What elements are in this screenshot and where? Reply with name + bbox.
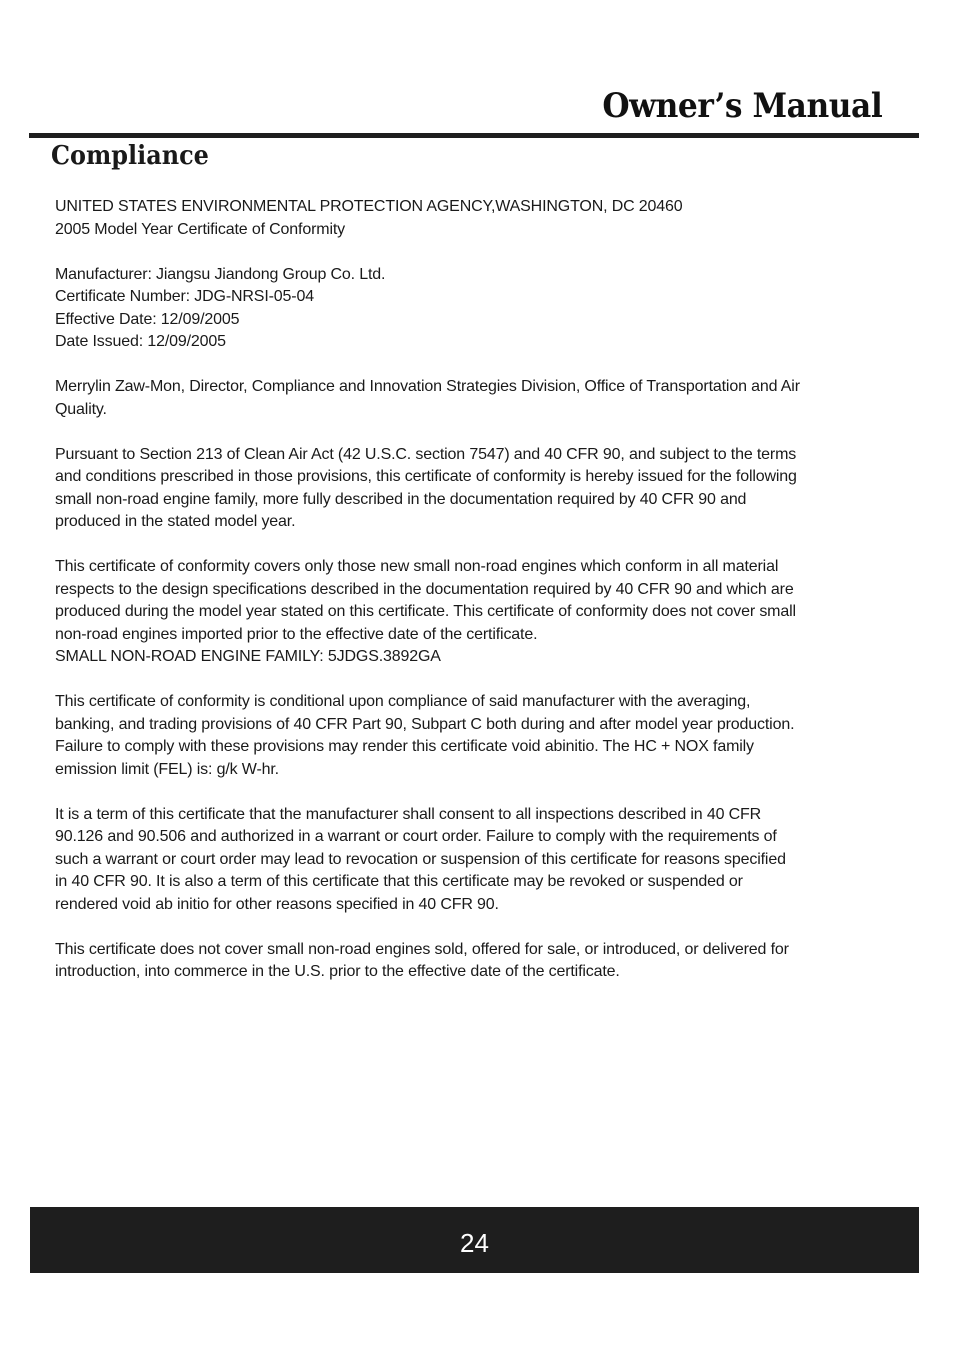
text-line: UNITED STATES ENVIRONMENTAL PROTECTION AGENCY,WASHINGTON, DC 20460 [55,198,683,215]
text-line: SMALL NON-ROAD ENGINE FAMILY: 5JDGS.3892GA [55,648,441,665]
text-line: This certificate of conformity is conditional upon compliance of said manufacturer with the averaging, [55,693,751,710]
text-line: Failure to comply with these provisions may render this certificate void abinitio. The HC + NOX family [55,738,754,755]
text-line: Effective Date: 12/09/2005 [55,310,240,328]
text-line: Certificate Number: JDG-NRSI-05-04 [55,288,314,305]
body-paragraph [55,691,905,781]
text-line: respects to the design specifications described in the documentation required by 40 CFR 90 and which are [55,580,794,598]
text-line: Quality. [55,400,107,418]
text-line: in 40 CFR 90. It is also a term of this certificate that this certificate may be revoked or suspended or [55,873,743,890]
body-paragraph [55,264,905,354]
body-paragraph [55,376,905,421]
text-line: Pursuant to Section 213 of Clean Air Act (42 U.S.C. section 7547) and 40 CFR 90, and subject to the terms [55,445,797,463]
text-line: banking, and trading provisions of 40 CFR Part 90, Subpart C both during and after model year production. [55,715,795,733]
text-line: non-road engines imported prior to the effective date of the certificate. [55,625,538,643]
text-line: Date Issued: 12/09/2005 [55,333,226,350]
body-paragraph [55,444,905,534]
body-paragraph [55,804,905,917]
footer-bar [30,1207,919,1273]
text-line: This certificate does not cover small non-road engines sold, offered for sale, or introduced, or delivered for [55,940,789,958]
text-line: introduction, into commerce in the U.S. prior to the effective date of the certificate. [55,963,620,980]
text-line: such a warrant or court order may lead to revocation or suspension of this certificate for reasons specified [55,850,786,868]
text-line: Merrylin Zaw-Mon, Director, Compliance and Innovation Strategies Division, Office of Transportation and Air [55,378,800,395]
text-line: produced during the model year stated on this certificate. This certificate of conformity does not cover small [55,603,796,620]
text-line: rendered void ab initio for other reasons specified in 40 CFR 90. [55,895,499,913]
text-line: 2005 Model Year Certificate of Conformity [55,220,346,238]
header-divider [29,133,919,138]
body-paragraph [55,939,905,984]
text-line: emission limit (FEL) is: g/k W-hr. [55,760,279,778]
text-line: small non-road engine family, more fully described in the documentation required by 40 CFR 90 and [55,490,747,508]
text-line: produced in the stated model year. [55,513,296,530]
text-line: 90.126 and 90.506 and authorized in a warrant or court order. Failure to comply with the requirements of [55,828,777,845]
manual-title: Owner’s Manual [602,86,882,126]
page-number: 24 [460,1228,489,1258]
text-line: This certificate of conformity covers only those new small non-road engines which conform in all material [55,558,779,575]
text-line: It is a term of this certificate that the manufacturer shall consent to all inspections described in 40 CFR [55,805,762,823]
text-line: and conditions prescribed in those provisions, this certificate of conformity is hereby issued for the following [55,468,797,485]
section-heading: Compliance [51,141,209,171]
document-body [55,196,905,1006]
body-paragraph [55,196,905,241]
body-paragraph [55,556,905,669]
text-line: Manufacturer: Jiangsu Jiandong Group Co. Ltd. [55,265,386,283]
